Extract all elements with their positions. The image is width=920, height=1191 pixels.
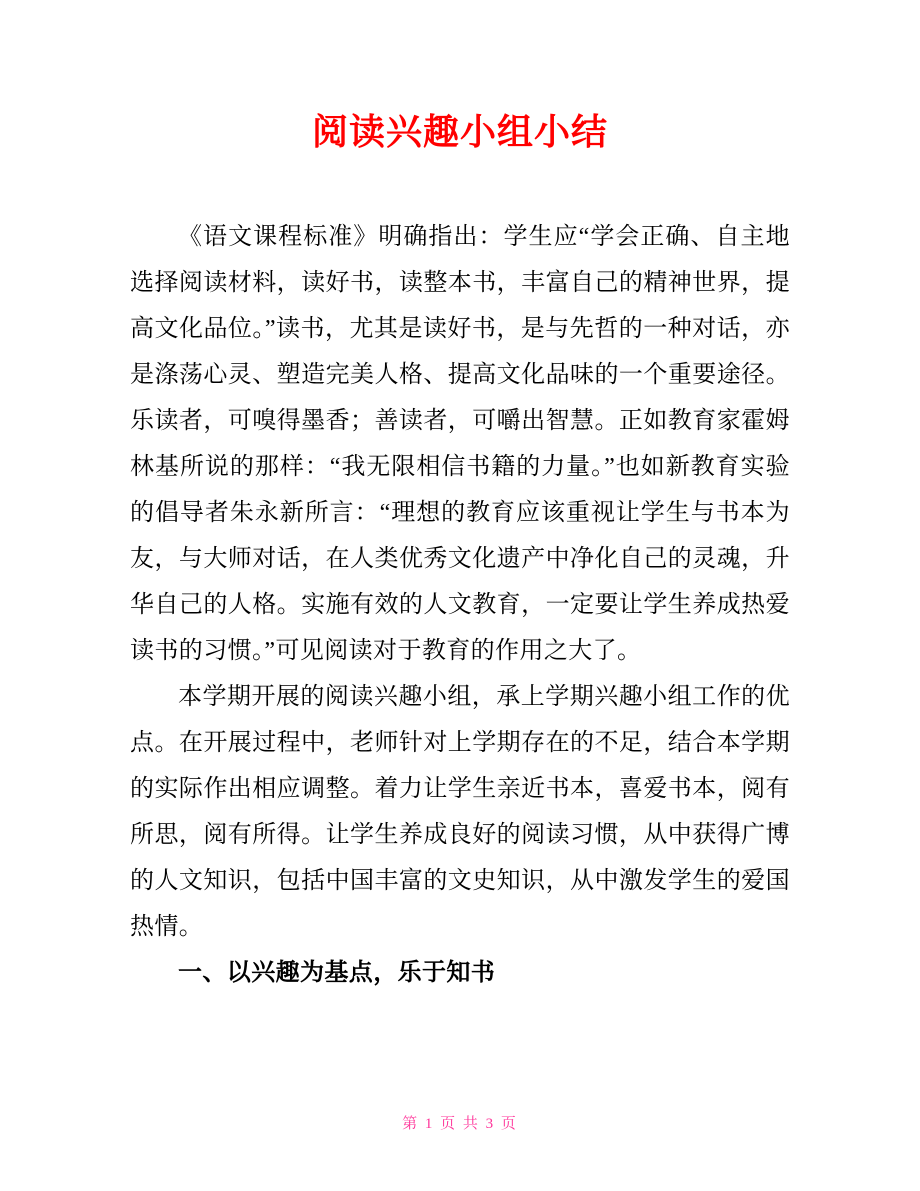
section-heading-interest-base: 一、以兴趣为基点，乐于知书 [178,960,496,986]
page-number-indicator: 第 1 页 共 3 页 [402,1116,518,1132]
paragraph-intro-reading-standard: 《语文课程标准》明确指出：学生应“学会正确、自主地选择阅读材料，读好书，读整本书，丰富自己的精神世界，提高文化品位。”读书，尤其是读好书，是与先哲的一种对话，亦是涤荡心灵、塑造完美人格、提高文化品味的一个重要途径。乐读者，可嗅得墨香；善读者，可嚼出智慧。正如教育家霍姆林基所说的那样：“我无限相信书籍的力量。”也如新教育实验的倡导者朱永新所言：“理想的教育应该重视让学生与书本为友，与大师对话，在人类优秀文化遗产中净化自己的灵魂，升华自己的人格。实施有效的人文教育，一定要让学生养成热爱读书的习惯。”可见阅读对于教育的作用之大了。 [130,224,790,664]
document-body [130,214,790,996]
document-title: 阅读兴趣小组小结 [311,111,608,152]
paragraph-semester-overview: 本学期开展的阅读兴趣小组，承上学期兴趣小组工作的优点。在开展过程中，老师针对上学期存在的不足，结合本学期的实际作出相应调整。着力让学生亲近书本，喜爱书本，阅有所思，阅有所得。让学生养成良好的阅读习惯，从中获得广博的人文知识，包括中国丰富的文史知识，从中激发学生的爱国热情。 [130,684,790,940]
